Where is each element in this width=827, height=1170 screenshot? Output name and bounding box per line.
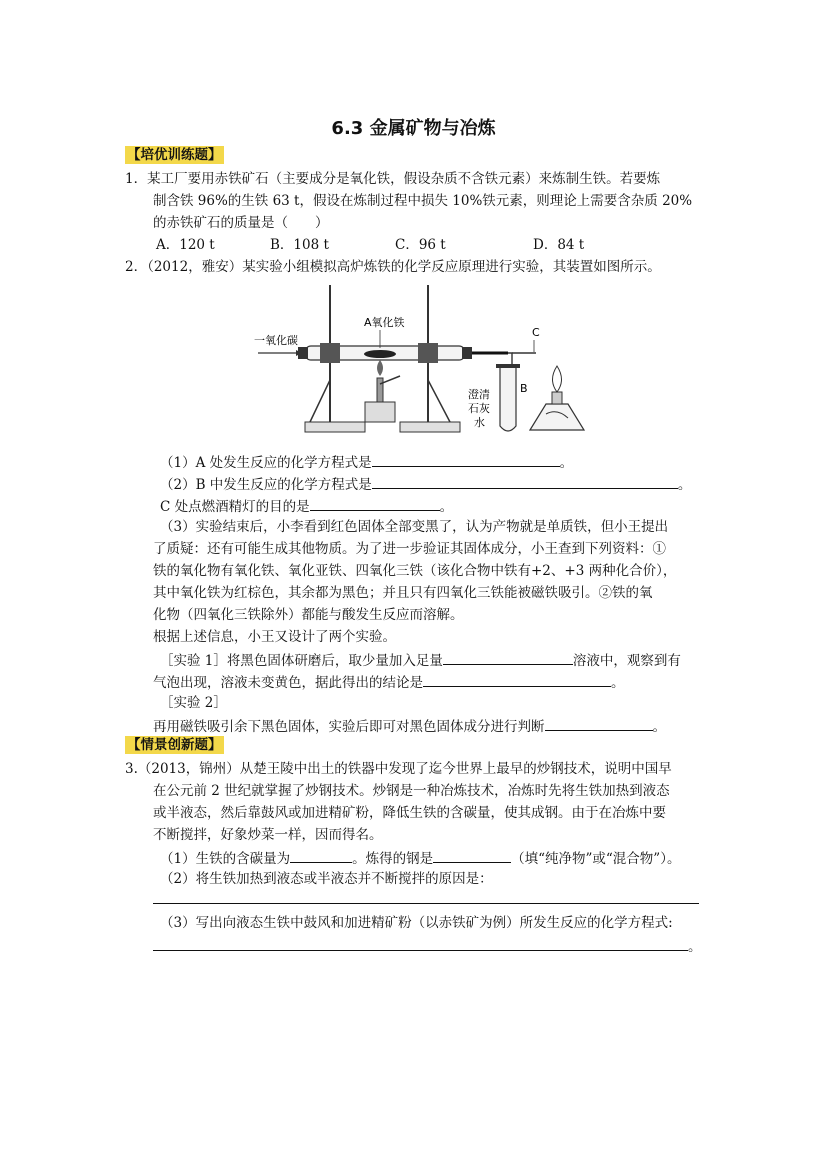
q2-part-2: （2）B 中发生反应的化学方程式是 。: [160, 474, 691, 494]
q3-sub-3: （3）写出向液态生铁中鼓风和加进精矿粉（以赤铁矿为例）所发生反应的化学方程式:: [160, 915, 673, 931]
q1-line-1: 1．某工厂要用赤铁矿石（主要成分是氧化铁，假设杂质不含铁元素）来炼制生铁。若要炼: [125, 171, 661, 187]
answer-line-q3-2[interactable]: [153, 903, 699, 904]
section-creative-label: 【情景创新题】: [127, 737, 222, 753]
q3-line-1: 3.（2013，锦州）从楚王陵中出土的铁器中发现了迄今世界上最早的炒钢技术，说明中国早: [125, 761, 672, 777]
burner-flame: [377, 360, 383, 376]
answer-blank-q2-c[interactable]: [310, 496, 440, 511]
answer-blank-q2-1[interactable]: [372, 452, 560, 467]
q1-line-3: 的赤铁矿石的质量是（ ）: [153, 215, 329, 231]
q2-part-3-line-2: 了质疑：还有可能生成其他物质。为了进一步验证其固体成分，小王查到下列资料：①: [153, 541, 666, 557]
q2-part-1: （1）A 处发生反应的化学方程式是 。: [160, 452, 573, 472]
answer-blank-exp1-conclusion[interactable]: [423, 672, 611, 687]
figure-a-label: A氧化铁: [364, 316, 405, 329]
section-training-label: 【培优训练题】: [127, 147, 222, 163]
q1-option-c: C．96 t: [395, 237, 446, 253]
alcohol-burner: [365, 402, 395, 422]
q3-line-3: 或半液态，然后靠鼓风或加进精矿粉，降低生铁的含碳量，使其成钢。由于在冶炼中要: [153, 805, 666, 821]
figure-co-label: 一氧化碳: [254, 334, 298, 347]
right-stopper: [462, 347, 472, 359]
q3-sub-3-answer-row: 。: [153, 936, 702, 956]
iron-oxide-sample: [364, 350, 396, 358]
q3-sub-1: （1）生铁的含碳量为 。炼得的钢是 （填“纯净物”或“混合物”）。: [160, 848, 680, 868]
answer-blank-q3-steel-type[interactable]: [433, 848, 511, 863]
left-clamp: [320, 343, 340, 363]
figure-b-label: B: [520, 382, 528, 395]
left-stand-base: [305, 422, 365, 432]
q2-experiment-1-line-2: 气泡出现，溶液未变黄色，据此得出的结论是 。: [153, 672, 625, 692]
q2-part-2b: C 处点燃酒精灯的目的是 。: [160, 496, 453, 516]
q1-option-d: D．84 t: [533, 237, 585, 253]
q2-part-3-line-3: 铁的氧化物有氧化铁、氧化亚铁、四氧化三铁（该化合物中铁有+2、+3 两种化合价），: [153, 563, 677, 579]
q2-stem: 2．（2012，雅安）某实验小组模拟高炉炼铁的化学反应原理进行实验，其装置如图所示。: [125, 259, 661, 275]
limewater-test-tube: [500, 366, 516, 431]
q2-experiment-2-label: ［实验 2］: [160, 695, 227, 711]
figure-c-label: C: [532, 326, 540, 339]
answer-blank-exp1-solution[interactable]: [443, 650, 573, 665]
q3-line-2: 在公元前 2 世纪就掌握了炒钢技术。炒钢是一种冶炼技术，冶炼时先将生铁加热到液态: [153, 783, 670, 799]
q2-experiment-1-line-1: ［实验 1］将黑色固体研磨后，取少量加入足量 溶液中，观察到有: [160, 650, 681, 670]
answer-blank-q2-2[interactable]: [372, 474, 678, 489]
answer-blank-q3-equation[interactable]: [153, 936, 688, 951]
lamp-flame: [553, 366, 562, 392]
right-stand-base: [400, 422, 460, 432]
answer-blank-exp2-judgement[interactable]: [545, 716, 653, 731]
q2-part-4: 根据上述信息，小王又设计了两个实验。: [153, 629, 396, 645]
q3-line-4: 不断搅拌，好象炒菜一样，因而得名。: [153, 827, 383, 843]
blast-furnace-apparatus-figure: [250, 280, 590, 440]
q1-line-2: 制含铁 96%的生铁 63 t，假设在炼制过程中损失 10%铁元素，则理论上需要含杂质 20%: [153, 193, 693, 209]
answer-blank-q3-carbon[interactable]: [290, 848, 352, 863]
alcohol-lamp-c: [530, 404, 584, 430]
figure-limewater-label-2: 石灰: [468, 402, 490, 415]
right-clamp: [418, 343, 438, 363]
q3-sub-2: （2）将生铁加热到液态或半液态并不断搅拌的原因是：: [160, 871, 493, 887]
q1-option-a: A．120 t: [156, 237, 215, 253]
figure-limewater-label-3: 水: [474, 416, 485, 429]
q2-part-3-line-4: 其中氧化铁为红棕色，其余都为黑色；并且只有四氧化三铁能被磁铁吸引。②铁的氧: [153, 585, 653, 601]
q1-option-b: B．108 t: [270, 237, 329, 253]
page-title: 6.3 金属矿物与冶炼: [331, 118, 496, 139]
q2-part-3-line-5: 化物（四氧化三铁除外）都能与酸发生反应而溶解。: [153, 607, 464, 623]
figure-limewater-label-1: 澄清: [468, 388, 490, 401]
q2-experiment-2-line: 再用磁铁吸引余下黑色固体，实验后即可对黑色固体成分进行判断 。: [153, 716, 666, 736]
q2-part-3-line-1: （3）实验结束后，小李看到红色固体全部变黑了，认为产物就是单质铁，但小王提出: [160, 519, 669, 535]
